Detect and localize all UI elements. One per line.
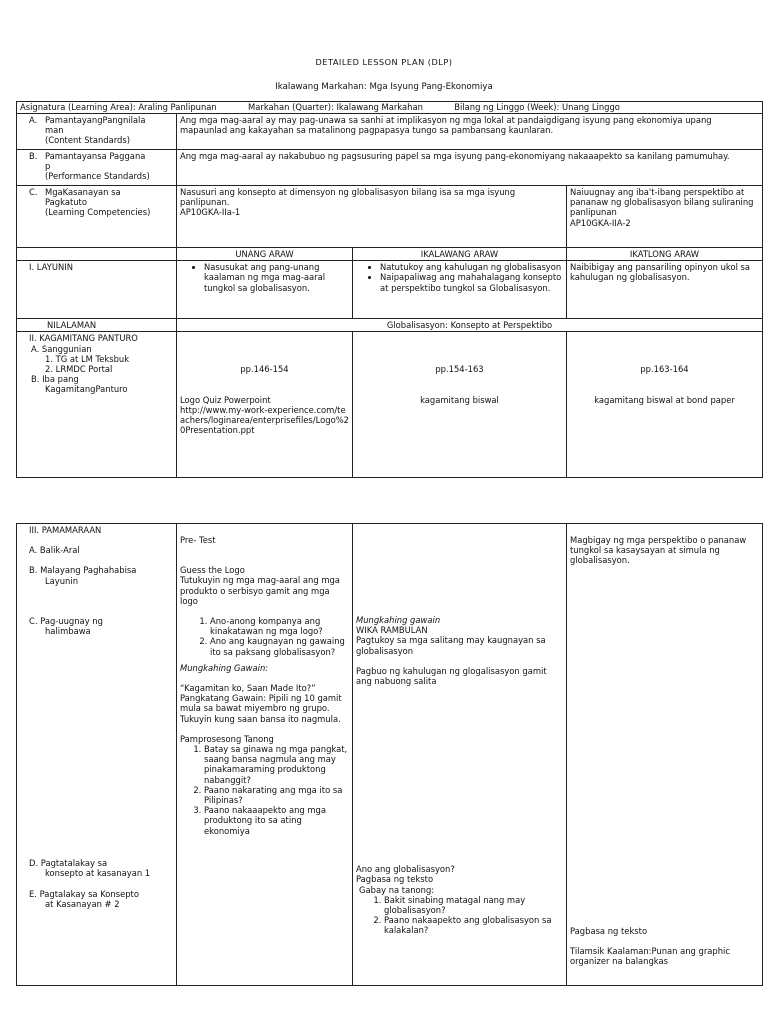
nilalaman-text: Globalisasyon: Konsepto at Perspektibo bbox=[177, 319, 763, 332]
kagamitan-day3: pp.163-164 kagamitang biswal at bond paper bbox=[567, 332, 763, 478]
competencies-label: C. MgaKasanayan sa Pagkatuto (Learning Competencies) bbox=[17, 186, 177, 248]
document-title: DETAILED LESSON PLAN (DLP) bbox=[315, 57, 453, 67]
layunin-day1: • Nasusukat ang pang-unang kaalaman ng mga mag-aaral tungkol sa globalisasyon. bbox=[177, 261, 353, 319]
pamamaraan-day3: Magbigay ng mga perspektibo o pananaw tungkol sa kasaysayan at simula ng globalisasyon. Pagbasa ng teksto Tilamsik Kaalaman:Punan ang graphic organizer na balangkas bbox=[567, 524, 763, 986]
logo-quiz-link[interactable]: http://www.my-work-experience.com/teachers/loginarea/enterprisefiles/Logo%20Presentation.ppt bbox=[180, 404, 349, 436]
layunin-label: I. LAYUNIN bbox=[17, 261, 177, 319]
performance-standards-text: Ang mga mag-aaral ay nakabubuo ng pagsusuring papel sa mga isyung pang-ekonomiyang nakaaapekto sa kanilang pamumuhay. bbox=[177, 150, 763, 186]
lesson-plan-table-top bbox=[16, 101, 763, 478]
day1-header: UNANG ARAW bbox=[177, 248, 353, 261]
pamamaraan-label: III. PAMAMARAAN A. Balik-Aral B. Malayang Paghahabisa Layunin C. Pag-uugnay ng halimbawa D. Pagtatalakay sa konsepto at kasanayan 1 E. Pagtalakay sa Konsepto at Kasanayan # 2 bbox=[17, 524, 177, 986]
content-standards-label: A. PamantayangPangnilala man (Content Standards) bbox=[17, 114, 177, 150]
nilalaman-label: NILALAMAN bbox=[17, 319, 177, 332]
week: Bilang ng Linggo (Week): Unang Linggo bbox=[454, 102, 620, 112]
pamamaraan-day1: Pre- Test Guess the Logo Tutukuyin ng mga mag-aaral ang mga produkto o serbisyo gamit ang mga logo 1. Ano-anong kompanya ang kinakatawan ng mga logo? 2. Ano ang kaugnayan ng gawaing ito sa paksang globalisasyon? Mungkahing Gawain: “Kagamitan ko, Saan Made Ito?” Pangkatang Gawain: Pipili ng 10 gamit mula sa bawat miyembro ng grupo. Tukuyin kung saan bansa ito nagmula. Pamprosesong Tanong 1. Batay sa ginawa ng mga pangkat, saang bansa nagmula ang may pinakamaraming produktong nabanggit? 2. Paano nakarating ang mga ito sa Pilipinas? 3. Paano nakaaapekto ang mga produktong ito sa ating ekonomiya bbox=[177, 524, 353, 986]
info-row bbox=[17, 102, 763, 114]
kagamitan-day2: pp.154-163 kagamitang biswal bbox=[353, 332, 567, 478]
document-subtitle: Ikalawang Markahan: Mga Isyung Pang-Ekonomiya bbox=[275, 82, 493, 92]
days-header-empty bbox=[17, 248, 177, 261]
content-standards-text: Ang mga mag-aaral ay may pag-unawa sa sanhi at implikasyon ng mga lokal at pandaigdigang isyung pang ekonomiya upang mapaunlad ang kakayahan sa matalinong pagpapasya tungo sa pambansang kaunlaran. bbox=[177, 114, 763, 150]
performance-standards-label: B. Pamantayansa Paggana p (Performance Standards) bbox=[17, 150, 177, 186]
day3-header: IKATLONG ARAW bbox=[567, 248, 763, 261]
day2-header: IKALAWANG ARAW bbox=[353, 248, 567, 261]
competency-2: Naiuugnay ang iba't-ibang perspektibo at pananaw ng globalisasyon bilang suliraning panlipunan AP10GKA-IIA-2 bbox=[567, 186, 763, 248]
pamamaraan-day2: Mungkahing gawain WIKA RAMBULAN Pagtukoy sa mga salitang may kaugnayan sa globalisasyon Pagbuo ng kahulugan ng glogalisasyon gamit ang nabuong salita Ano ang globalisasyon? Pagbasa ng teksto Gabay na tanong: 1. Bakit sinabing matagal nang may globalisasyon? 2. Paano nakaapekto ang globalisasyon sa kalakalan? bbox=[353, 524, 567, 986]
quarter: Markahan (Quarter): Ikalawang Markahan bbox=[248, 102, 423, 112]
kagamitan-label: II. KAGAMITANG PANTURO A. Sanggunian 1. TG at LM Teksbuk 2. LRMDC Portal B. Iba pang KagamitangPanturo bbox=[17, 332, 177, 478]
kagamitan-day1: pp.146-154 Logo Quiz Powerpoint http://www.my-work-experience.com/teachers/loginarea/enterprisefiles/Logo%20Presentation.ppt bbox=[177, 332, 353, 478]
layunin-day3: Naibibigay ang pansariling opinyon ukol sa kahulugan ng globalisasyon. bbox=[567, 261, 763, 319]
competency-1: Nasusuri ang konsepto at dimensyon ng globalisasyon bilang isa sa mga isyung panlipunan. AP10GKA-IIa-1 bbox=[177, 186, 567, 248]
learning-area: Asignatura (Learning Area): Araling Panlipunan bbox=[20, 102, 217, 112]
layunin-day2: • Natutukoy ang kahulugan ng globalisasyon • Naipapaliwag ang mahahalagang konsepto at perspektibo tungkol sa Globalisasyon. bbox=[353, 261, 567, 319]
lesson-plan-table-bottom bbox=[16, 523, 763, 986]
